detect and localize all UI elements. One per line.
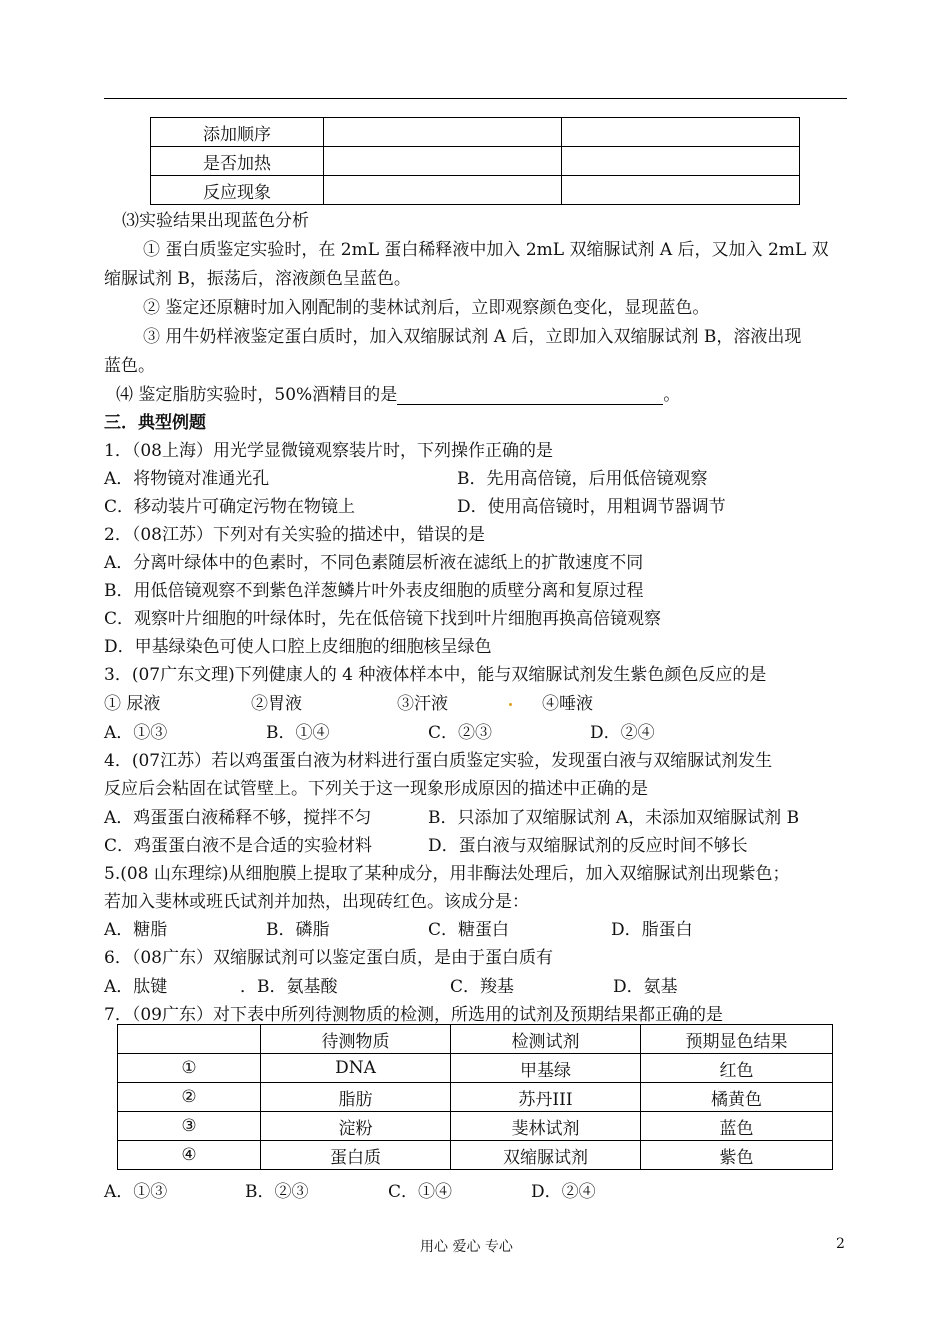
table-cell: 橘黄色 — [641, 1083, 833, 1112]
list-item: ④唾液 — [542, 694, 593, 714]
question-stem: 7．（09广东）对下表中所列待测物质的检测，所选用的试剂及预期结果都正确的是 — [104, 1005, 723, 1025]
table-row — [118, 1141, 833, 1170]
option: B．磷脂 — [266, 920, 330, 940]
mark-dot — [509, 703, 512, 706]
row-label: 是否加热 — [151, 147, 324, 176]
column-header: 待测物质 — [261, 1025, 451, 1054]
option: C．②③ — [428, 723, 493, 743]
option: A．鸡蛋蛋白液稀释不够，搅拌不匀 — [104, 808, 372, 828]
option: ．B．氨基酸 — [240, 977, 338, 997]
table-row — [118, 1112, 833, 1141]
table-cell: 红色 — [641, 1054, 833, 1083]
column-header: 检测试剂 — [451, 1025, 641, 1054]
table-cell: ④ — [118, 1141, 261, 1170]
experiment-table — [150, 117, 800, 205]
option: C．①④ — [388, 1182, 453, 1202]
footer-text: 用心 爱心 专心 — [420, 1239, 513, 1255]
table-cell — [324, 176, 562, 205]
paragraph: ③ 用牛奶样液鉴定蛋白质时，加入双缩脲试剂 A 后，立即加入双缩脲试剂 B，溶液出现 — [143, 327, 802, 347]
list-item: ① 尿液 — [104, 694, 161, 714]
question-stem: 3．(07广东文理)下列健康人的 4 种液体样本中，能与双缩脲试剂发生紫色颜色反应的是 — [104, 665, 767, 685]
section-4-suffix: 。 — [663, 385, 681, 405]
option: A．①③ — [104, 1182, 168, 1202]
table-cell: DNA — [261, 1054, 451, 1083]
paragraph: 缩脲试剂 B，振荡后，溶液颜色呈蓝色。 — [104, 269, 411, 289]
option: C．观察叶片细胞的叶绿体时，先在低倍镜下找到叶片细胞再换高倍镜观察 — [104, 609, 662, 629]
question-stem: 1．（08上海）用光学显微镜观察装片时，下列操作正确的是 — [104, 441, 553, 461]
option: D．甲基绿染色可使人口腔上皮细胞的细胞核呈绿色 — [104, 637, 492, 657]
section-heading: 三．典型例题 — [104, 413, 206, 433]
option: B．先用高倍镜，后用低倍镜观察 — [457, 469, 708, 489]
table-cell: 蓝色 — [641, 1112, 833, 1141]
option: A．分离叶绿体中的色素时，不同色素随层析液在滤纸上的扩散速度不同 — [104, 553, 644, 573]
column-header: 预期显色结果 — [641, 1025, 833, 1054]
option: C．糖蛋白 — [428, 920, 510, 940]
option: D．使用高倍镜时，用粗调节器调节 — [457, 497, 726, 517]
table-cell — [562, 118, 800, 147]
table-cell: 紫色 — [641, 1141, 833, 1170]
table-row — [118, 1054, 833, 1083]
table-cell — [562, 176, 800, 205]
table-cell: 斐林试剂 — [451, 1112, 641, 1141]
question-stem: 2．（08江苏）下列对有关实验的描述中，错误的是 — [104, 525, 485, 545]
table-cell: 淀粉 — [261, 1112, 451, 1141]
option: C．移动装片可确定污物在物镜上 — [104, 497, 356, 517]
table-cell: ② — [118, 1083, 261, 1112]
reagent-table — [117, 1024, 833, 1170]
option: D．②④ — [590, 723, 655, 743]
table-cell: ① — [118, 1054, 261, 1083]
option: A．肽键 — [104, 977, 168, 997]
option: C．羧基 — [450, 977, 515, 997]
paragraph: 蓝色。 — [104, 356, 155, 376]
table-cell: 蛋白质 — [261, 1141, 451, 1170]
option: B．用低倍镜观察不到紫色洋葱鳞片叶外表皮细胞的质壁分离和复原过程 — [104, 581, 644, 601]
table-cell — [324, 118, 562, 147]
answer-blank — [397, 387, 663, 405]
option: D．脂蛋白 — [611, 920, 693, 940]
option: A．糖脂 — [104, 920, 168, 940]
section-4-line — [116, 380, 680, 405]
question-stem: 5.(08 山东理综)从细胞膜上提取了某种成分，用非酶法处理后，加入双缩脲试剂出现紫色； — [104, 864, 790, 884]
page-number: 2 — [836, 1236, 845, 1252]
table-cell: 甲基绿 — [451, 1054, 641, 1083]
option: A．①③ — [104, 723, 168, 743]
paragraph: ② 鉴定还原糖时加入刚配制的斐林试剂后，立即观察颜色变化，显现蓝色。 — [143, 298, 710, 318]
list-item: ②胃液 — [251, 694, 302, 714]
table-row — [118, 1083, 833, 1112]
section-3-title: ⑶实验结果出现蓝色分析 — [122, 211, 309, 231]
table-cell — [324, 147, 562, 176]
table-row — [151, 118, 800, 147]
row-label: 添加顺序 — [151, 118, 324, 147]
column-header — [118, 1025, 261, 1054]
table-cell — [562, 147, 800, 176]
table-cell: 双缩脲试剂 — [451, 1141, 641, 1170]
option: B．①④ — [266, 723, 330, 743]
option: D．蛋白液与双缩脲试剂的反应时间不够长 — [428, 836, 748, 856]
section-4-prefix: ⑷ 鉴定脂肪实验时，50%酒精目的是 — [116, 385, 398, 405]
table-row — [151, 147, 800, 176]
table-header-row — [118, 1025, 833, 1054]
list-item: ③汗液 — [397, 694, 448, 714]
paragraph: ① 蛋白质鉴定实验时，在 2mL 蛋白稀释液中加入 2mL 双缩脲试剂 A 后，又加入 2mL 双 — [143, 240, 829, 260]
table-cell: ③ — [118, 1112, 261, 1141]
question-stem: 若加入斐林或班氏试剂并加热，出现砖红色。该成分是： — [104, 892, 529, 912]
option: D．氨基 — [613, 977, 678, 997]
question-stem: 反应后会粘固在试管壁上。下列关于这一现象形成原因的描述中正确的是 — [104, 779, 648, 799]
row-label: 反应现象 — [151, 176, 324, 205]
table-cell: 苏丹III — [451, 1083, 641, 1112]
header-rule — [104, 98, 847, 99]
option: B．②③ — [245, 1182, 309, 1202]
table-row — [151, 176, 800, 205]
option: A．将物镜对准通光孔 — [104, 469, 270, 489]
option: B．只添加了双缩脲试剂 A，未添加双缩脲试剂 B — [428, 808, 800, 828]
option: C．鸡蛋蛋白液不是合适的实验材料 — [104, 836, 373, 856]
question-stem: 6．（08广东）双缩脲试剂可以鉴定蛋白质，是由于蛋白质有 — [104, 948, 553, 968]
table-cell: 脂肪 — [261, 1083, 451, 1112]
option: D．②④ — [531, 1182, 596, 1202]
question-stem: 4．(07江苏）若以鸡蛋蛋白液为材料进行蛋白质鉴定实验，发现蛋白液与双缩脲试剂发生 — [104, 751, 773, 771]
